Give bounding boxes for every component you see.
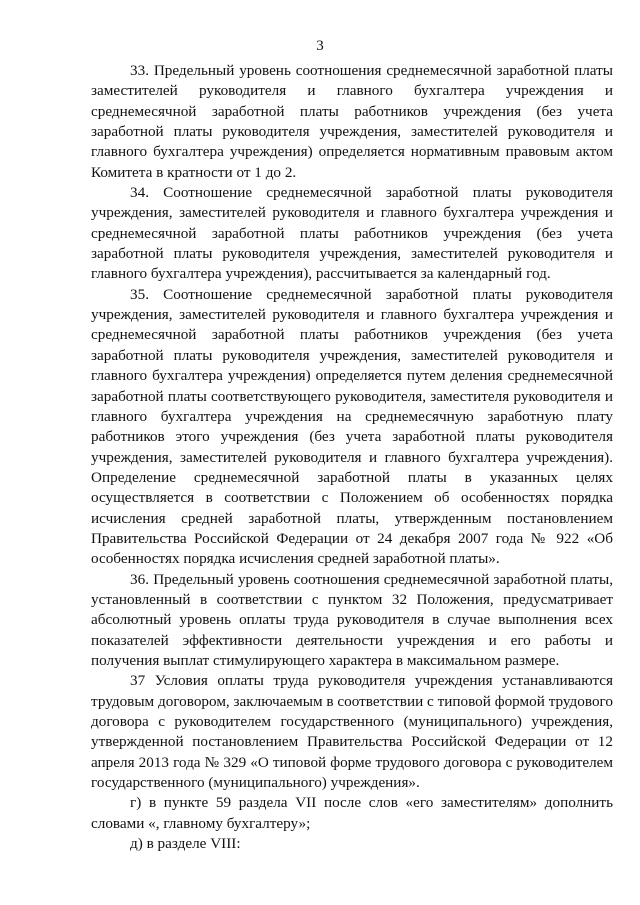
page-number: 3 — [316, 38, 324, 54]
paragraph-item-d: д) в разделе VIII: — [130, 835, 241, 853]
paragraph-item-g: г) в пункте 59 раздела VII после слов «его заместителям» дополнить словами «, главному бухгалтеру»; — [91, 794, 613, 832]
paragraph-34: 34. Соотношение среднемесячной заработной платы руководителя учреждения, заместителей руководителя и главного бухгалтера учреждения и среднемесячной заработной платы работников учреждения (без учета заработной платы руководителя учреждения, заместителей руководителя и главного бухгалтера учреждения), рассчитывается за календарный год. — [91, 184, 613, 283]
document-body — [91, 61, 613, 854]
paragraph-33: 33. Предельный уровень соотношения среднемесячной заработной платы заместителей руководителя и главного бухгалтера учреждения и среднемесячной заработной платы работников учреждения (без учета заработной платы руководителя учреждения, заместителей руководителя и главного бухгалтера учреждения) определяется нормативным правовым актом Комитета в кратности от 1 до 2. — [91, 62, 613, 181]
paragraph-37: 37 Условия оплаты труда руководителя учреждения устанавливаются трудовым договором, заключаемым в соответствии с типовой формой трудового договора с руководителем государственного (муниципального) учреждения, утвержденной постановлением Правительства Российской Федерации от 12 апреля 2013 года № 329 «О типовой форме трудового договора с руководителем государственного (муниципального) учреждения». — [91, 672, 613, 792]
paragraph-36: 36. Предельный уровень соотношения среднемесячной заработной платы, установленный в соответствии с пунктом 32 Положения, предусматривает абсолютный уровень оплаты труда руководителя в случае выполнения всех показателей эффективности деятельности учреждения и его работы и получения выплат стимулирующего характера в максимальном размере. — [91, 570, 613, 669]
paragraph-35: 35. Соотношение среднемесячной заработной платы руководителя учреждения, заместителей руководителя и главного бухгалтера учреждения и среднемесячной заработной платы работников учреждения (без учета заработной платы руководителя учреждения, заместителей руководителя и главного бухгалтера учреждения) определяется путем деления среднемесячной заработной платы соответствующего руководителя, заместителя руководителя и главного бухгалтера учреждения на среднемесячную заработную плату работников этого учреждения (без учета заработной платы руководителя учреждения, заместителей руководителя и главного бухгалтера учреждения). Определение среднемесячной заработной платы в указанных целях осуществляется в соответствии с Положением об особенностях порядка исчисления средней заработной платы, утвержденным постановлением Правительства Российской Федерации от 24 декабря 2007 года № 922 «Об особенностях порядка исчисления средней заработной платы». — [91, 285, 613, 568]
